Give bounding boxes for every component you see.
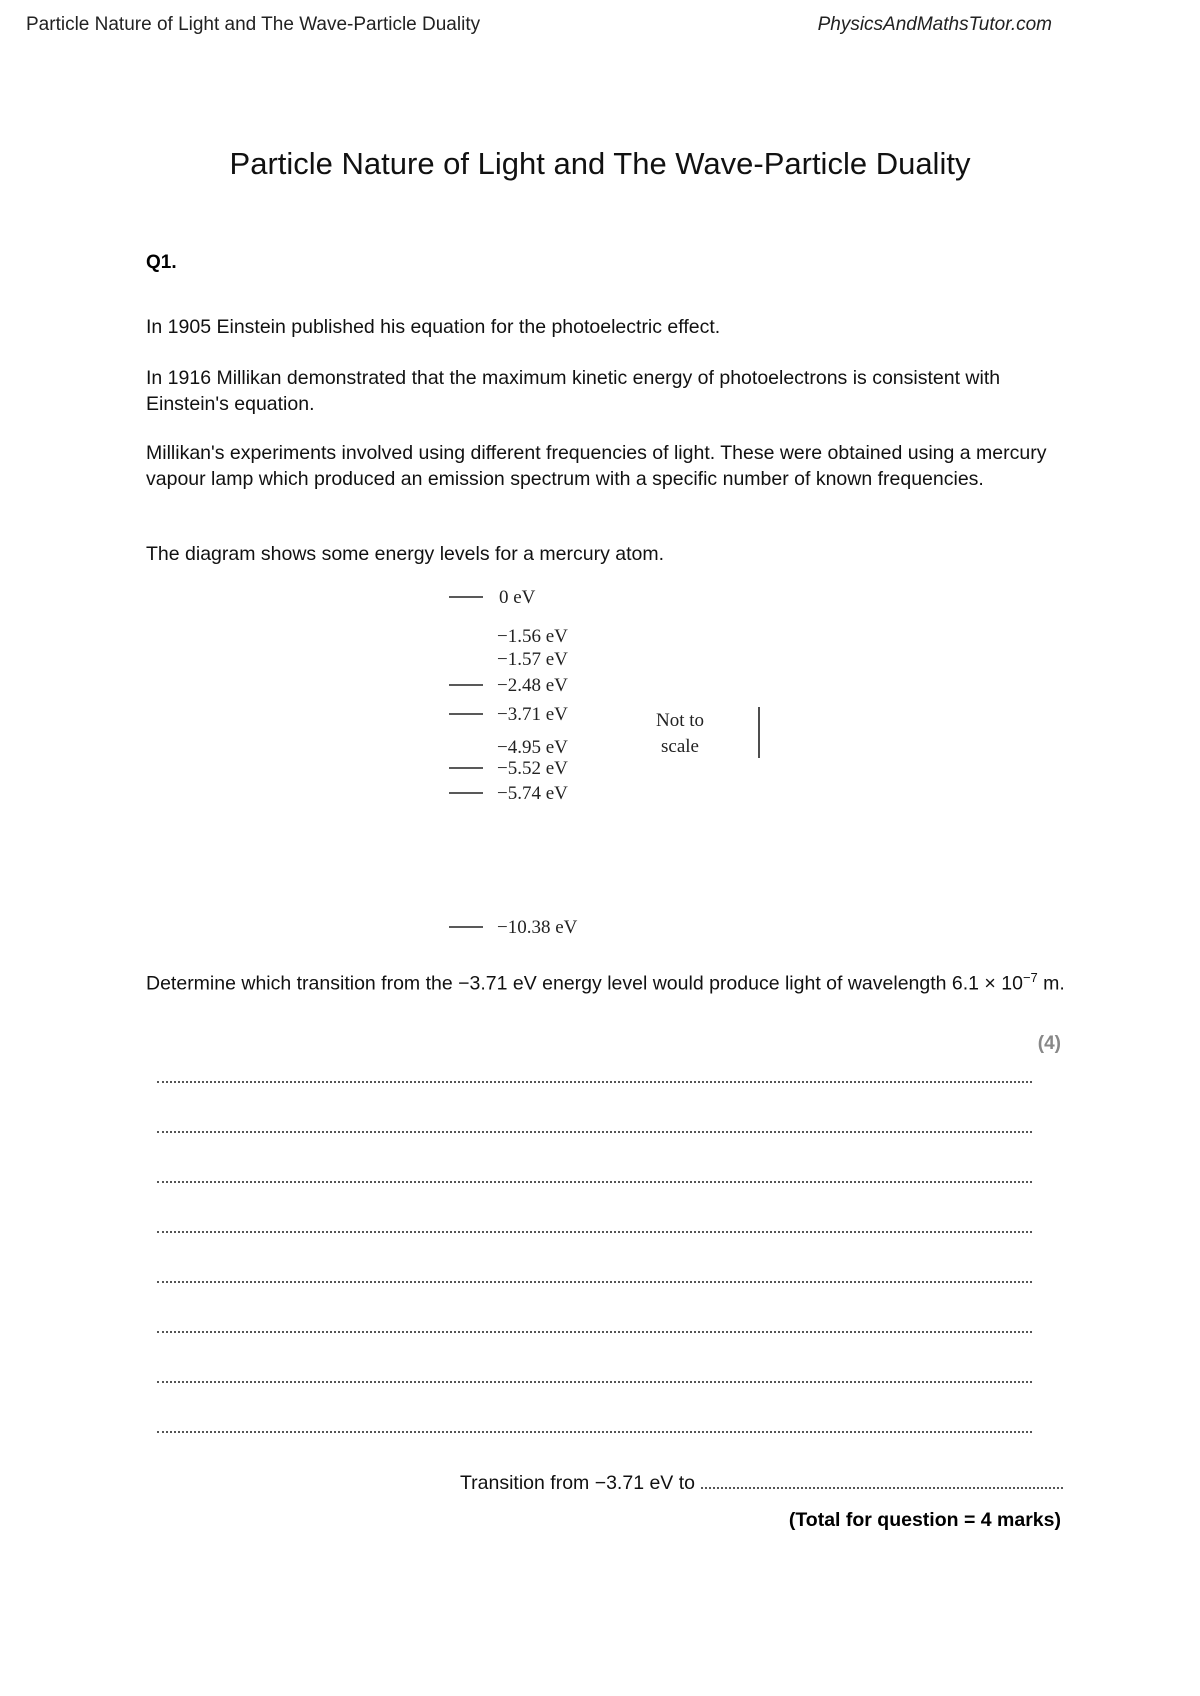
answer-transition-label: Transition from −3.71 eV to xyxy=(459,1472,695,1494)
not-to-scale-note-line-2: scale xyxy=(661,736,699,757)
total-marks: (Total for question = 4 marks) xyxy=(788,1509,1061,1531)
energy-level-label-7: −5.74 eV xyxy=(497,783,568,804)
question-paragraph-1: In 1905 Einstein published his equation for the photoelectric effect. xyxy=(146,316,721,338)
page-header-title: Particle Nature of Light and The Wave-Particle Duality xyxy=(26,14,481,35)
question-paragraph-4: The diagram shows some energy levels for a mercury atom. xyxy=(146,543,665,565)
answer-line-4[interactable] xyxy=(157,1227,1032,1233)
answer-line-1[interactable] xyxy=(157,1077,1032,1083)
energy-level-label-0: 0 eV xyxy=(499,587,536,608)
energy-level-label-5: −4.95 eV xyxy=(497,737,568,758)
answer-line-8[interactable] xyxy=(157,1427,1032,1433)
answer-line-6[interactable] xyxy=(157,1327,1032,1333)
energy-level-label-6: −5.52 eV xyxy=(497,758,568,779)
marks-indicator: (4) xyxy=(1037,1033,1061,1054)
not-to-scale-note-line-1: Not to xyxy=(655,710,705,731)
wavelength-exponent: −7 xyxy=(1022,970,1038,985)
energy-level-diagram xyxy=(440,580,780,950)
energy-level-label-2: −1.57 eV xyxy=(497,649,568,670)
page-title: Particle Nature of Light and The Wave-Particle Duality xyxy=(229,146,971,181)
question-paragraph-2: In 1916 Millikan demonstrated that the maximum kinetic energy of photoelectrons is consistent with Einstein's equation. xyxy=(146,367,1001,415)
answer-line-2[interactable] xyxy=(157,1127,1032,1133)
page-header-source: PhysicsAndMathsTutor.com xyxy=(817,14,1052,35)
question-paragraph-3: Millikan's experiments involved using different frequencies of light. These were obtained using a mercury vapour lamp which produced an emission spectrum with a specific number of known frequencies. xyxy=(146,442,1047,490)
energy-level-label-8: −10.38 eV xyxy=(497,917,578,938)
answer-transition xyxy=(460,1471,1063,1495)
energy-level-label-4: −3.71 eV xyxy=(497,704,568,725)
answer-line-5[interactable] xyxy=(157,1277,1032,1283)
answer-transition-field[interactable] xyxy=(701,1471,1063,1489)
answer-line-3[interactable] xyxy=(157,1177,1032,1183)
question-number: Q1. xyxy=(146,252,177,273)
energy-level-label-3: −2.48 eV xyxy=(497,675,568,696)
question-prompt: Determine which transition from the −3.71 eV energy level would produce light of wavelength $6.1 \times 10^{-7}$ m. xyxy=(146,970,1065,995)
energy-level-label-1: −1.56 eV xyxy=(497,626,568,647)
answer-line-7[interactable] xyxy=(157,1377,1032,1383)
